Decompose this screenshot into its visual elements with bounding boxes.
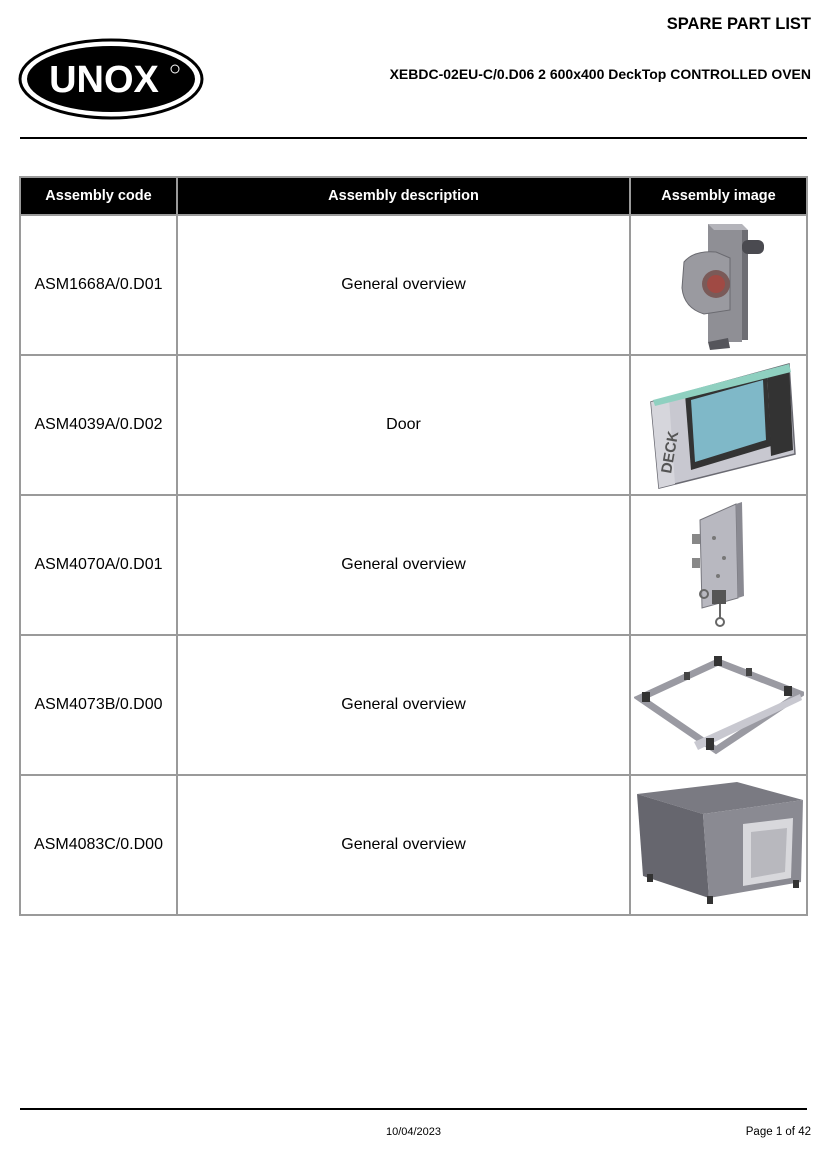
base-frame-image [630, 635, 807, 775]
header-divider [20, 137, 807, 139]
header-assembly-code: Assembly code [20, 177, 177, 215]
assembly-description: General overview [177, 495, 630, 635]
unox-logo [18, 38, 204, 120]
assembly-code[interactable]: ASM4083C/0.D00 [20, 775, 177, 915]
electrical-panel-image [630, 495, 807, 635]
fan-motor-bracket-image [630, 215, 807, 355]
table-row [20, 355, 807, 495]
assembly-code[interactable]: ASM4073B/0.D00 [20, 635, 177, 775]
oven-housing-image [630, 775, 807, 915]
door-label: DECK [657, 429, 682, 475]
model-description: XEBDC-02EU-C/0.D06 2 600x400 DeckTop CONTROLLED OVEN [389, 66, 811, 82]
assembly-code[interactable]: ASM4070A/0.D01 [20, 495, 177, 635]
assembly-table [19, 176, 808, 916]
header-assembly-image: Assembly image [630, 177, 807, 215]
assembly-description: General overview [177, 775, 630, 915]
table-row [20, 775, 807, 915]
page-number: Page 1 of 42 [745, 1126, 811, 1138]
assembly-code[interactable]: ASM1668A/0.D01 [20, 215, 177, 355]
logo-wordmark: UNOX [49, 59, 159, 101]
assembly-description: General overview [177, 635, 630, 775]
oven-door-image [630, 355, 807, 495]
header-assembly-description: Assembly description [177, 177, 630, 215]
table-row [20, 635, 807, 775]
footer-divider [20, 1108, 807, 1110]
assembly-description: General overview [177, 215, 630, 355]
table-row [20, 215, 807, 355]
table-header-row [20, 177, 807, 215]
assembly-description: Door [177, 355, 630, 495]
footer-date: 10/04/2023 [385, 1126, 442, 1138]
document-title: SPARE PART LIST [666, 15, 811, 33]
table-row [20, 495, 807, 635]
assembly-code[interactable]: ASM4039A/0.D02 [20, 355, 177, 495]
